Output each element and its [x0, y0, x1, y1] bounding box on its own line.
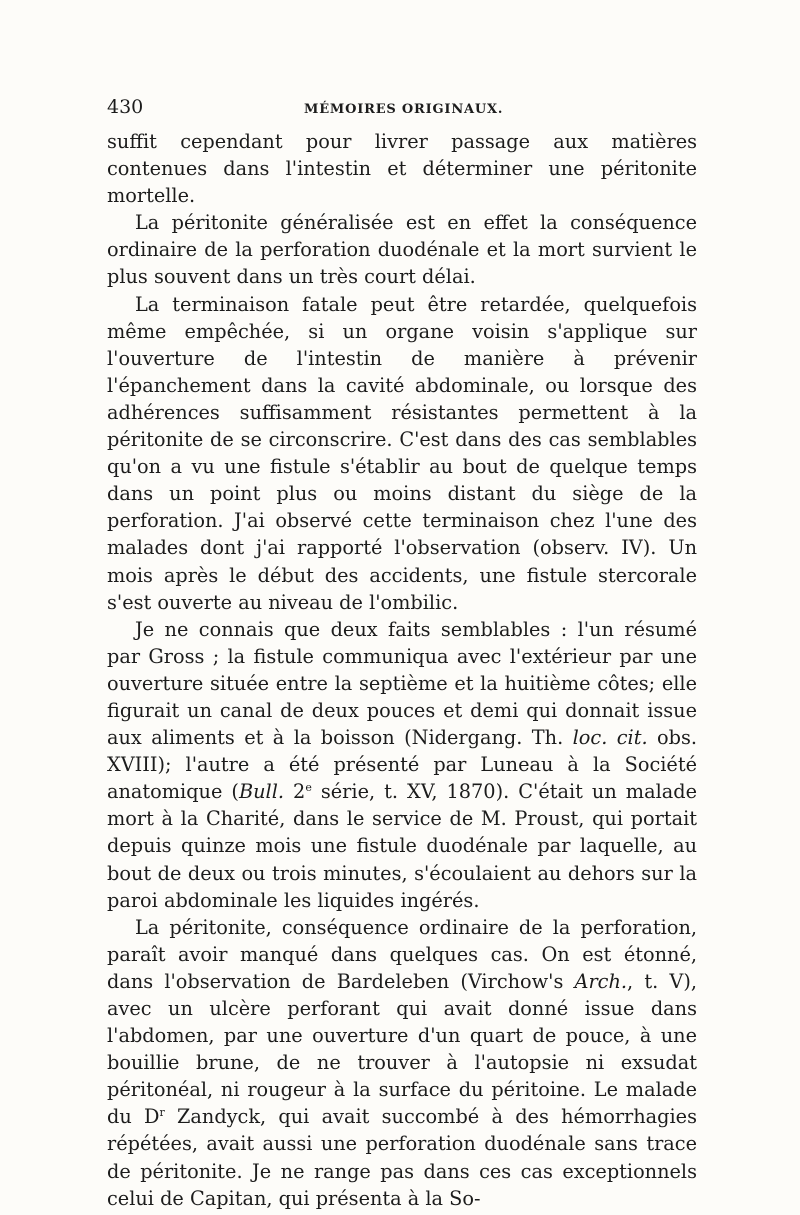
- superscript-docteur: r: [159, 1106, 165, 1120]
- paragraph-5: [107, 914, 697, 1212]
- paragraph-4-part-4: série, t. XV, 1870). C'était un malade mort à la Charité, dans le service de M. Proust, qui portait depuis quinze mois une fistule duodénale par laquelle, au bout de deux ou trois minutes, s'écoulaient au dehors sur la paroi abdominale les liquides ingérés.: [107, 780, 697, 912]
- citation-loc-cit: loc. cit.: [572, 726, 648, 750]
- paragraph-4: [107, 616, 697, 914]
- paragraph-4-part-3: 2: [284, 780, 306, 804]
- paragraph-5-part-1: La péritonite, conséquence ordinaire de la perforation, paraît avoir manqué dans quelques cas. On est étonné, dans l'observation de Bardeleben (Virchow's: [107, 915, 697, 993]
- running-header: [107, 96, 697, 126]
- running-title: MÉMOIRES ORIGINAUX.: [304, 102, 504, 117]
- book-page: [107, 96, 697, 1212]
- superscript-serie: e: [305, 781, 312, 795]
- page-number: 430: [107, 96, 144, 118]
- citation-bull: Bull.: [238, 780, 285, 804]
- paragraph-2: La péritonite généralisée est en effet la conséquence ordinaire de la perforation duodénale et la mort survient le plus souvent dans un très court délai.: [107, 211, 697, 289]
- paragraph-5-part-3: Zandyck, qui avait succombé à des hémorrhagies répétées, avait aussi une perforation duodénale sans trace de péritonite. Je ne range pas dans ces cas exceptionnels celui de Capitan, qui présenta à la So-: [107, 1105, 697, 1210]
- paragraph-4-part-1: Je ne connais que deux faits semblables : l'un résumé par Gross ; la fistule communiqua avec l'extérieur par une ouverture située entre la septième et la huitième côtes; elle figurait un canal de deux pouces et demi qui donnait issue aux aliments et à la boisson (Nidergang. Th.: [107, 617, 697, 750]
- citation-arch: Arch.: [574, 969, 628, 993]
- body-text: [107, 128, 697, 1212]
- paragraph-3: La terminaison fatale peut être retardée, quelquefois même empêchée, si un organe voisin s'applique sur l'ouverture de l'intestin de manière à prévenir l'épanchement dans la cavité abdominale, ou lorsque des adhérences suffisamment résistantes permettent à la péritonite de se circonscrire. C'est dans des cas semblables qu'on a vu une fistule s'établir au bout de quelque temps dans un point plus ou moins distant du siège de la perforation. J'ai observé cette terminaison chez l'une des malades dont j'ai rapporté l'observation (observ. IV). Un mois après le début des accidents, une fistule stercorale s'est ouverte au niveau de l'ombilic.: [107, 292, 697, 614]
- paragraph-1: suffit cependant pour livrer passage aux matières contenues dans l'intestin et déterminer une péritonite mortelle.: [107, 130, 697, 208]
- paragraph-4-part-2: obs. XVIII); l'autre a été présenté par Luneau à la Société anatomique (: [107, 726, 697, 804]
- paragraph-5-part-2: , t. V), avec un ulcère perforant qui avait donné issue dans l'abdomen, par une ouverture d'un quart de pouce, à une bouillie brune, de ne trouver à l'autopsie ni exsudat péritonéal, ni rougeur à la surface du péritoine. Le malade du D: [107, 969, 697, 1129]
